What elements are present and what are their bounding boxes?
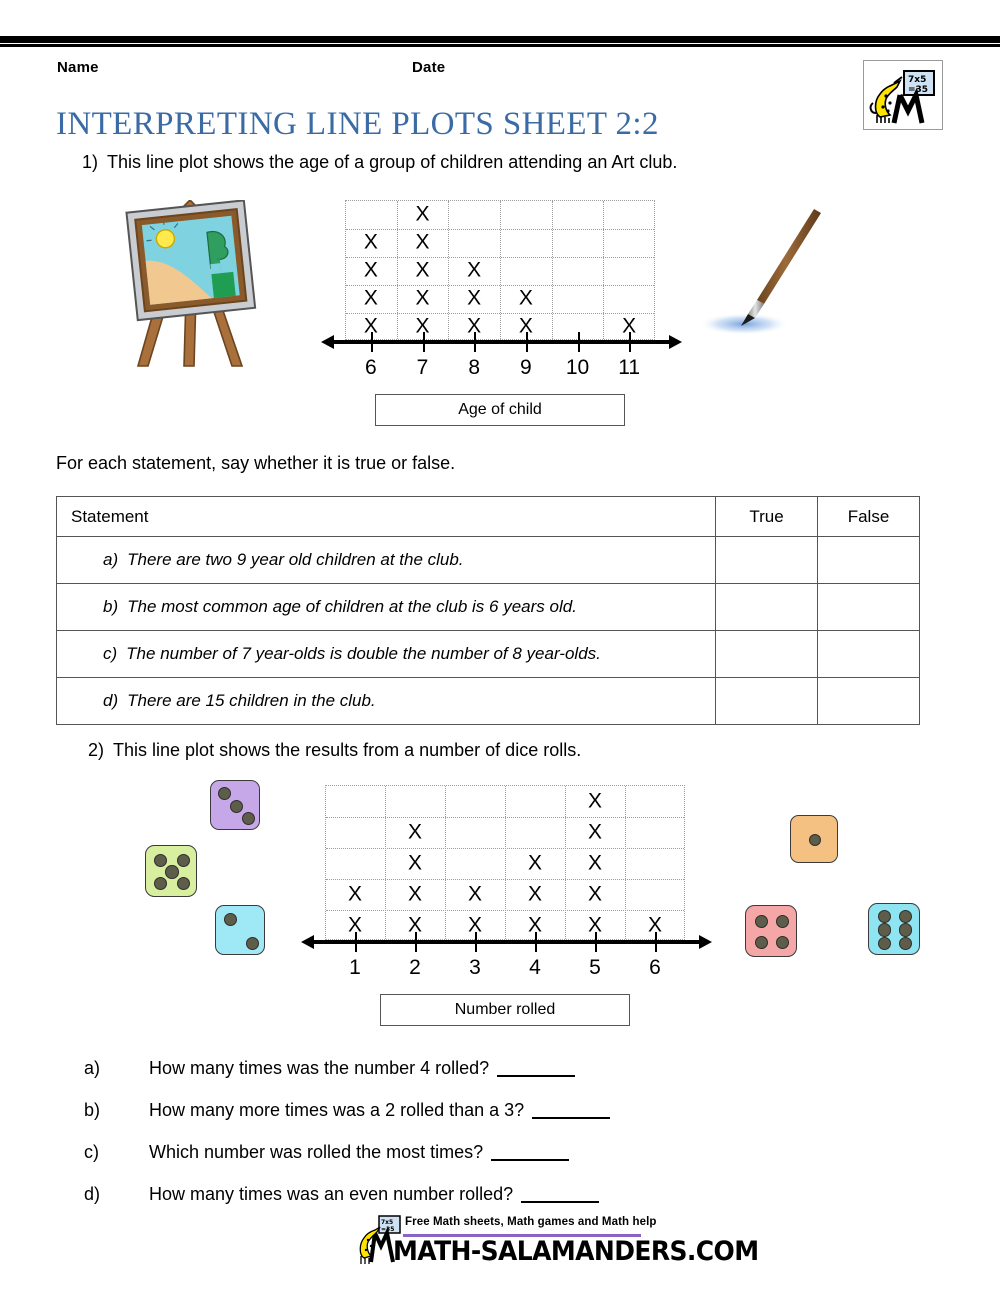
plot-mark-7-5: X	[415, 202, 430, 226]
statement-text-b: The most common age of children at the club is 6 years old.	[127, 597, 577, 616]
axis-tick-5	[595, 932, 597, 952]
axis-tick-6	[371, 332, 373, 352]
die-pip	[755, 936, 769, 950]
question-letter-b: b)	[84, 1100, 101, 1120]
table-row	[57, 678, 920, 725]
plot-mark-3-1: X	[467, 913, 483, 936]
die-pip	[899, 937, 913, 951]
die-cyan-2	[215, 905, 265, 955]
page-top-rule	[0, 36, 1000, 44]
plot-mark-6-4: X	[363, 230, 378, 254]
die-purple-3	[210, 780, 260, 830]
answer-false-b[interactable]	[818, 584, 920, 631]
line-plot-number-rolled	[305, 785, 725, 1050]
answer-false-a[interactable]	[818, 537, 920, 584]
list-item	[84, 1142, 784, 1184]
easel-svg	[118, 200, 268, 370]
question-2-text: This line plot shows the results from a number of dice rolls.	[113, 740, 582, 760]
statement-letter-c: c)	[103, 644, 118, 663]
answer-blank-c[interactable]	[491, 1159, 569, 1161]
plot-mark-1-1: X	[347, 913, 363, 936]
plot-mark-4-1: X	[527, 913, 543, 936]
question-1-number: 1)	[82, 152, 99, 172]
axis-tick-7	[423, 332, 425, 352]
plot-axis-title-box: Number rolled	[380, 994, 630, 1026]
question-2-prompt	[88, 740, 581, 761]
statements-intro: For each statement, say whether it is true or false.	[56, 453, 456, 473]
axis-tick-label-2: 2	[409, 956, 421, 979]
plot-axis-line	[333, 340, 669, 344]
die-pip	[899, 923, 913, 937]
header-statement: Statement	[57, 497, 716, 537]
die-pip	[230, 800, 243, 813]
die-pip	[776, 936, 790, 950]
axis-tick-label-4: 4	[529, 956, 541, 979]
die-pip	[878, 923, 892, 937]
answer-true-a[interactable]	[716, 537, 818, 584]
list-item	[84, 1100, 784, 1142]
paintbrush-svg	[700, 200, 850, 350]
true-false-table	[56, 496, 920, 725]
plot-mark-4-3: X	[527, 851, 543, 874]
question-d-label: How many times was an even number rolled?	[149, 1184, 514, 1204]
plot-mark-6-1: X	[363, 314, 378, 338]
svg-text:=35: =35	[908, 85, 929, 95]
question-text-c	[149, 1142, 569, 1163]
salamander-chalkboard-logo-icon	[863, 60, 943, 130]
die-pip	[177, 854, 191, 868]
plot-mark-6-1: X	[647, 913, 663, 936]
plot-mark-9-2: X	[518, 286, 533, 310]
plot-mark-5-5: X	[587, 789, 603, 812]
axis-arrow-left-icon	[321, 335, 334, 349]
dice-questions-list	[84, 1058, 784, 1226]
answer-false-c[interactable]	[818, 631, 920, 678]
line-plot-age-of-child	[325, 200, 695, 450]
axis-tick-9	[526, 332, 528, 352]
plot-mark-7-4: X	[415, 230, 430, 254]
axis-tick-6	[655, 932, 657, 952]
plot-mark-2-4: X	[407, 820, 423, 843]
die-pip	[154, 877, 168, 891]
question-text-b	[149, 1100, 610, 1121]
plot-grid	[325, 785, 685, 940]
plot-mark-5-4: X	[587, 820, 603, 843]
axis-tick-label-8: 8	[468, 356, 480, 379]
question-1-prompt	[82, 152, 677, 173]
die-pip	[755, 915, 769, 929]
die-pip	[809, 834, 821, 846]
statement-text-a: There are two 9 year old children at the club.	[127, 550, 464, 569]
axis-arrow-right-icon	[669, 335, 682, 349]
table-row	[57, 537, 920, 584]
statement-letter-d: d)	[103, 691, 119, 710]
die-pip	[242, 812, 255, 825]
die-orange-1	[790, 815, 838, 863]
axis-tick-2	[415, 932, 417, 952]
question-1-text: This line plot shows the age of a group of children attending an Art club.	[107, 152, 678, 172]
plot-mark-2-2: X	[407, 882, 423, 905]
question-b-label: How many more times was a 2 rolled than a 3?	[149, 1100, 525, 1120]
axis-tick-label-6: 6	[649, 956, 661, 979]
statement-text-c: The number of 7 year-olds is double the number of 8 year-olds.	[126, 644, 601, 663]
axis-tick-label-6: 6	[364, 356, 377, 379]
axis-arrow-left-icon	[301, 935, 314, 949]
answer-false-d[interactable]	[818, 678, 920, 725]
statement-cell-c	[57, 631, 716, 678]
axis-tick-8	[474, 332, 476, 352]
die-pip	[246, 937, 259, 950]
axis-arrow-right-icon	[699, 935, 712, 949]
statement-letter-a: a)	[103, 550, 119, 569]
table-row	[57, 584, 920, 631]
die-pip	[154, 854, 168, 868]
list-item	[84, 1058, 784, 1100]
plot-mark-3-2: X	[467, 882, 483, 905]
plot-mark-11-1: X	[622, 314, 637, 338]
footer-branding	[355, 1214, 759, 1270]
plot-mark-6-3: X	[363, 258, 378, 282]
die-green-5	[145, 845, 197, 897]
dice-group-right	[740, 805, 930, 965]
name-label: Name	[57, 59, 99, 76]
question-letter-c: c)	[84, 1142, 99, 1162]
axis-tick-label-3: 3	[469, 956, 481, 979]
die-pip	[177, 877, 191, 891]
plot-column-10	[553, 201, 605, 339]
page-title: INTERPRETING LINE PLOTS SHEET 2:2	[56, 106, 659, 142]
table-row	[57, 631, 920, 678]
die-pip	[224, 913, 237, 926]
die-pip	[776, 915, 790, 929]
svg-text:7x5: 7x5	[908, 75, 927, 85]
art-easel-painting-icon	[118, 200, 268, 375]
answer-true-b[interactable]	[716, 584, 818, 631]
axis-tick-11	[629, 332, 631, 352]
die-pip	[165, 865, 179, 879]
footer-domain: MATH-SALAMANDERS.COM	[393, 1235, 759, 1267]
question-c-label: Which number was rolled the most times?	[149, 1142, 484, 1162]
axis-tick-label-11: 11	[618, 356, 641, 379]
plot-mark-2-1: X	[407, 913, 423, 936]
axis-tick-label-10: 10	[565, 356, 590, 379]
paintbrush-icon	[700, 200, 850, 355]
plot-grid	[345, 200, 655, 340]
statement-text-d: There are 15 children in the club.	[127, 691, 376, 710]
die-pip	[899, 910, 913, 924]
answer-blank-d[interactable]	[521, 1201, 599, 1203]
footer-tagline: Free Math sheets, Math games and Math help	[405, 1216, 657, 1228]
header-true: True	[716, 497, 818, 537]
answer-true-c[interactable]	[716, 631, 818, 678]
plot-mark-5-1: X	[587, 913, 603, 936]
axis-tick-label-7: 7	[416, 356, 429, 379]
answer-true-d[interactable]	[716, 678, 818, 725]
date-label: Date	[412, 59, 446, 76]
axis-tick-1	[355, 932, 357, 952]
svg-text:7x5: 7x5	[381, 1219, 394, 1226]
plot-mark-7-2: X	[415, 286, 430, 310]
answer-blank-a[interactable]	[497, 1075, 575, 1077]
statement-letter-b: b)	[103, 597, 119, 616]
plot-mark-5-2: X	[587, 882, 603, 905]
plot-mark-7-3: X	[415, 258, 430, 282]
statement-cell-b	[57, 584, 716, 631]
die-pip	[218, 787, 231, 800]
plot-mark-6-2: X	[363, 286, 378, 310]
statement-cell-d	[57, 678, 716, 725]
question-text-a	[149, 1058, 575, 1079]
plot-mark-7-1: X	[415, 314, 430, 338]
answer-blank-b[interactable]	[532, 1117, 610, 1119]
question-text-d	[149, 1184, 599, 1205]
plot-mark-9-1: X	[518, 314, 533, 338]
die-pip	[878, 937, 892, 951]
plot-mark-5-3: X	[587, 851, 603, 874]
plot-mark-4-2: X	[527, 882, 543, 905]
statement-cell-a	[57, 537, 716, 584]
plot-mark-2-3: X	[407, 851, 423, 874]
plot-mark-1-2: X	[347, 882, 363, 905]
die-pip	[878, 910, 892, 924]
svg-text:=35: =35	[381, 1226, 395, 1233]
question-a-label: How many times was the number 4 rolled?	[149, 1058, 490, 1078]
question-2-number: 2)	[88, 740, 105, 760]
plot-mark-8-1: X	[467, 314, 482, 338]
axis-tick-3	[475, 932, 477, 952]
axis-tick-4	[535, 932, 537, 952]
axis-tick-label-1: 1	[349, 956, 361, 979]
die-pink-4	[745, 905, 797, 957]
header-false: False	[818, 497, 920, 537]
dice-group-left	[140, 780, 300, 970]
axis-tick-label-5: 5	[589, 956, 601, 979]
axis-tick-label-9: 9	[519, 356, 532, 379]
die-cyan-6	[868, 903, 920, 955]
plot-axis-title-box: Age of child	[375, 394, 625, 426]
plot-mark-8-3: X	[467, 258, 482, 282]
table-header-row	[57, 497, 920, 537]
axis-tick-10	[578, 332, 580, 352]
question-letter-a: a)	[84, 1058, 101, 1078]
brand-logo-svg	[864, 61, 940, 127]
question-letter-d: d)	[84, 1184, 101, 1204]
plot-mark-8-2: X	[467, 286, 482, 310]
plot-axis-line	[313, 940, 699, 944]
